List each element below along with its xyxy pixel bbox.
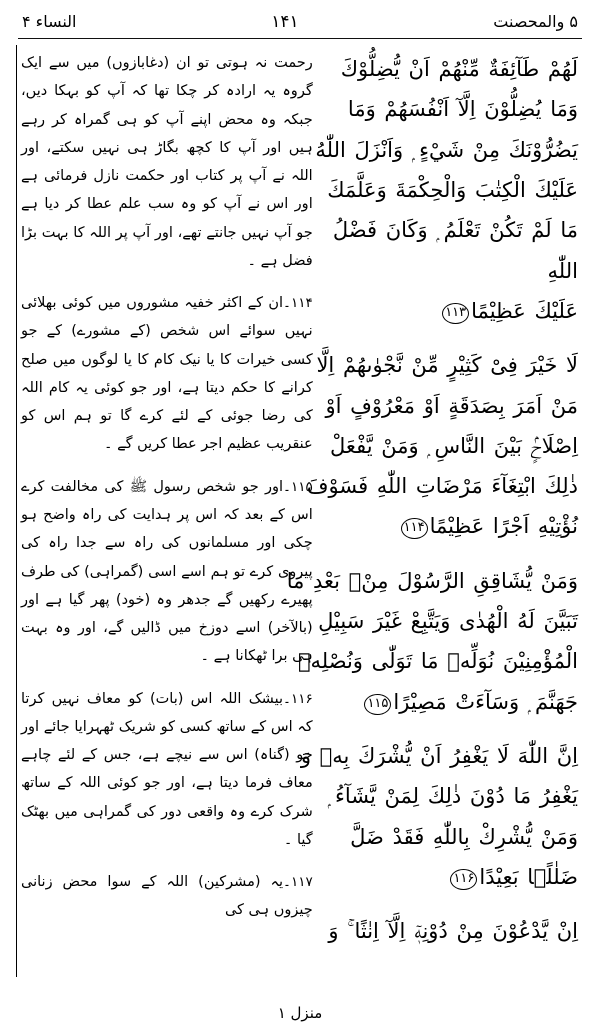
arabic-line: مَنْ اَمَرَ بِصَدَقَةٍ اَوْ مَعْرُوْفٍ اَوْ [325, 393, 578, 418]
urdu-verse-number: ۱۱۵۔ [283, 478, 313, 495]
urdu-paragraph [21, 868, 313, 925]
arabic-line [333, 682, 578, 722]
arabic-line: يَضُرُّوْنَكَ مِنْ شَيْءٍ ۭ وَاَنْزَلَ اللّٰهُ [315, 137, 578, 162]
page-body [16, 45, 584, 977]
urdu-verse-number: ۱۱۴۔ [283, 295, 313, 312]
urdu-paragraph [21, 289, 313, 459]
page-header [16, 10, 584, 32]
urdu-verse-text: رحمت نہ ہوتی تو ان (دغابازوں) میں سے ایک گروہ یہ ارادہ کر چکا تھا کہ آپ کو بہکا دیں، جبکہ وہ محض اپنے آپ کو ہی گمراہ کر رہے ہیں اور آپ کا کچھ بگاڑ ہی نہیں سکتے، اور اللہ نے آپ پر کتاب اور حکمت نازل فرمائی ہے اور اس نے آپ کو وہ سب علم عطا کر دیا ہے جو آپ نہیں جانتے تھے، اور آپ پر اللہ کا بہت بڑا فضل ہے ۔ [21, 55, 313, 269]
arabic-line: اللّٰهِ [547, 258, 578, 283]
arabic-line: اِنْ يَّدْعُوْنَ مِنْ دُوْنِهٖٓ اِلَّآ اِنٰثًا ۚ وَ [328, 919, 578, 944]
urdu-verse-text: یہ (مشرکین) اللہ کے سوا محض زنانی چیزوں ہی کی [21, 874, 313, 919]
arabic-line [333, 857, 578, 897]
ayah-number-badge: ۱۱۵ [364, 694, 391, 715]
arabic-line-text: نُؤْتِيْهِ اَجْرًا عَظِيْمًا [429, 514, 578, 539]
manzil-label: منزل ۱ [277, 1004, 323, 1022]
arabic-line: اِصْلَاحٍۢ بَيْنَ النَّاسِ ۭ وَمَنْ يَّفْعَلْ [330, 433, 578, 458]
arabic-line: مَا لَمْ تَكُنْ تَعْلَمُ ۭ وَكَانَ فَضْلُ [332, 218, 578, 243]
header-surah-name: النساء ۴ [22, 12, 77, 31]
arabic-line: لَهُمْ طَآئِفَةٌ مِّنْهُمْ اَنْ يُّضِلُّوْكَ [340, 57, 578, 81]
arabic-line: ذٰلِكَ ابْتِغَآءَ مَرْضَاتِ اللّٰهِ فَسَوْفَ [306, 474, 578, 499]
ayah-number-badge: ۱۱۶ [450, 869, 477, 890]
arabic-line: تَبَيَّنَ لَهُ الْهُدٰى وَيَتَّبِعْ غَيْرَ سَبِيْلِ [318, 609, 578, 634]
arabic-line-text: عَلَيْكَ عَظِيْمًا [471, 298, 578, 323]
header-part-label: ۵ والمحصنت [493, 12, 578, 31]
urdu-paragraph [21, 473, 313, 671]
ayah-number-badge: ۱۱۴ [401, 518, 428, 539]
arabic-line: وَمَنْ يُّشَاقِقِ الرَّسُوْلَ مِنْۢ بَعْدِ مَا [286, 568, 578, 593]
arabic-line: اِنَّ اللّٰهَ لَا يَغْفِرُ اَنْ يُّشْرَكَ بِهٖ وَ [300, 744, 578, 768]
arabic-ayah-block [315, 49, 578, 331]
arabic-line [333, 506, 578, 546]
arabic-ayah-block [328, 911, 578, 951]
urdu-verse-text: اور جو شخص رسول ﷺ کی مخالفت کرے اس کے بعد کہ اس پر ہدایت کی راہ واضح ہو چکی اور مسلمانوں کی راہ سے جدا راہ کی پیروی کرے تو ہم اسے اسی (گمراہی) کی طرف پھیرے رکھیں گے جدھر وہ (خود) پھر گیا ہے اور (بالآخر) اسے دوزخ میں ڈالیں گے، اور وہ بہت ہی برا ٹھکانا ہے ۔ [21, 478, 313, 665]
arabic-line-text: جَهَنَّمَ ۭ وَسَآءَتْ مَصِيْرًا [393, 689, 578, 714]
arabic-line: وَمَنْ يُّشْرِكْ بِاللّٰهِ فَقَدْ ضَلَّ [350, 824, 578, 849]
ayah-number-badge: ۱۱۳ [442, 303, 469, 324]
arabic-line: يَغْفِرُ مَا دُوْنَ ذٰلِكَ لِمَنْ يَّشَآءُ ۭ [327, 784, 578, 809]
arabic-line: الْمُؤْمِنِيْنَ نُوَلِّهٖ مَا تَوَلّٰى وَنُصْلِهٖ [297, 649, 578, 674]
urdu-verse-text: ان کے اکثر خفیہ مشوروں میں کوئی بھلائی نہیں سوائے اس شخص (کے مشورے) کے جو کسی خیرات کا یا نیک کام کا یا لوگوں میں صلح کرانے کا حکم دیتا ہے، اور جو کوئی یہ کام اللہ کی رضا جوئی کے لئے کرے گا تو ہم اس کو عنقریب عظیم اجر عطا کریں گے ۔ [21, 295, 313, 453]
urdu-verse-number: ۱۱۶۔ [283, 690, 313, 707]
urdu-verse-text: بیشک اللہ اس (بات) کو معاف نہیں کرتا کہ اس کے ساتھ کسی کو شریک ٹھہرایا جائے اور جو (گناہ) اس سے نیچے ہے، جس کے لئے چاہے معاف فرما دیتا ہے، اور جو کوئی اللہ کے ساتھ شرک کرے وہ واقعی دور کی گمراہی میں بھٹک گیا ۔ [21, 690, 313, 848]
header-page-number: ۱۴۱ [271, 12, 299, 32]
arabic-line: لَا خَيْرَ فِىْ كَثِيْرٍ مِّنْ نَّجْوٰىهُمْ اِلَّا [316, 353, 578, 378]
page-footer [0, 1004, 600, 1022]
arabic-line: وَمَا يُضِلُّوْنَ اِلَّآ اَنْفُسَهُمْ وَمَا [347, 97, 578, 122]
arabic-line [333, 291, 578, 331]
urdu-translation-column [16, 45, 323, 977]
arabic-line-text: ضَلٰلًۢا بَعِيْدًا [479, 864, 578, 889]
arabic-ayah-block [306, 345, 578, 547]
urdu-verse-number: ۱۱۷۔ [283, 874, 313, 891]
urdu-paragraph [21, 49, 313, 275]
urdu-paragraph [21, 685, 313, 855]
header-divider [18, 38, 582, 39]
arabic-ayah-block [300, 736, 578, 897]
arabic-line: عَلَيْكَ الْكِتٰبَ وَالْحِكْمَةَ وَعَلَّمَكَ [327, 177, 578, 202]
